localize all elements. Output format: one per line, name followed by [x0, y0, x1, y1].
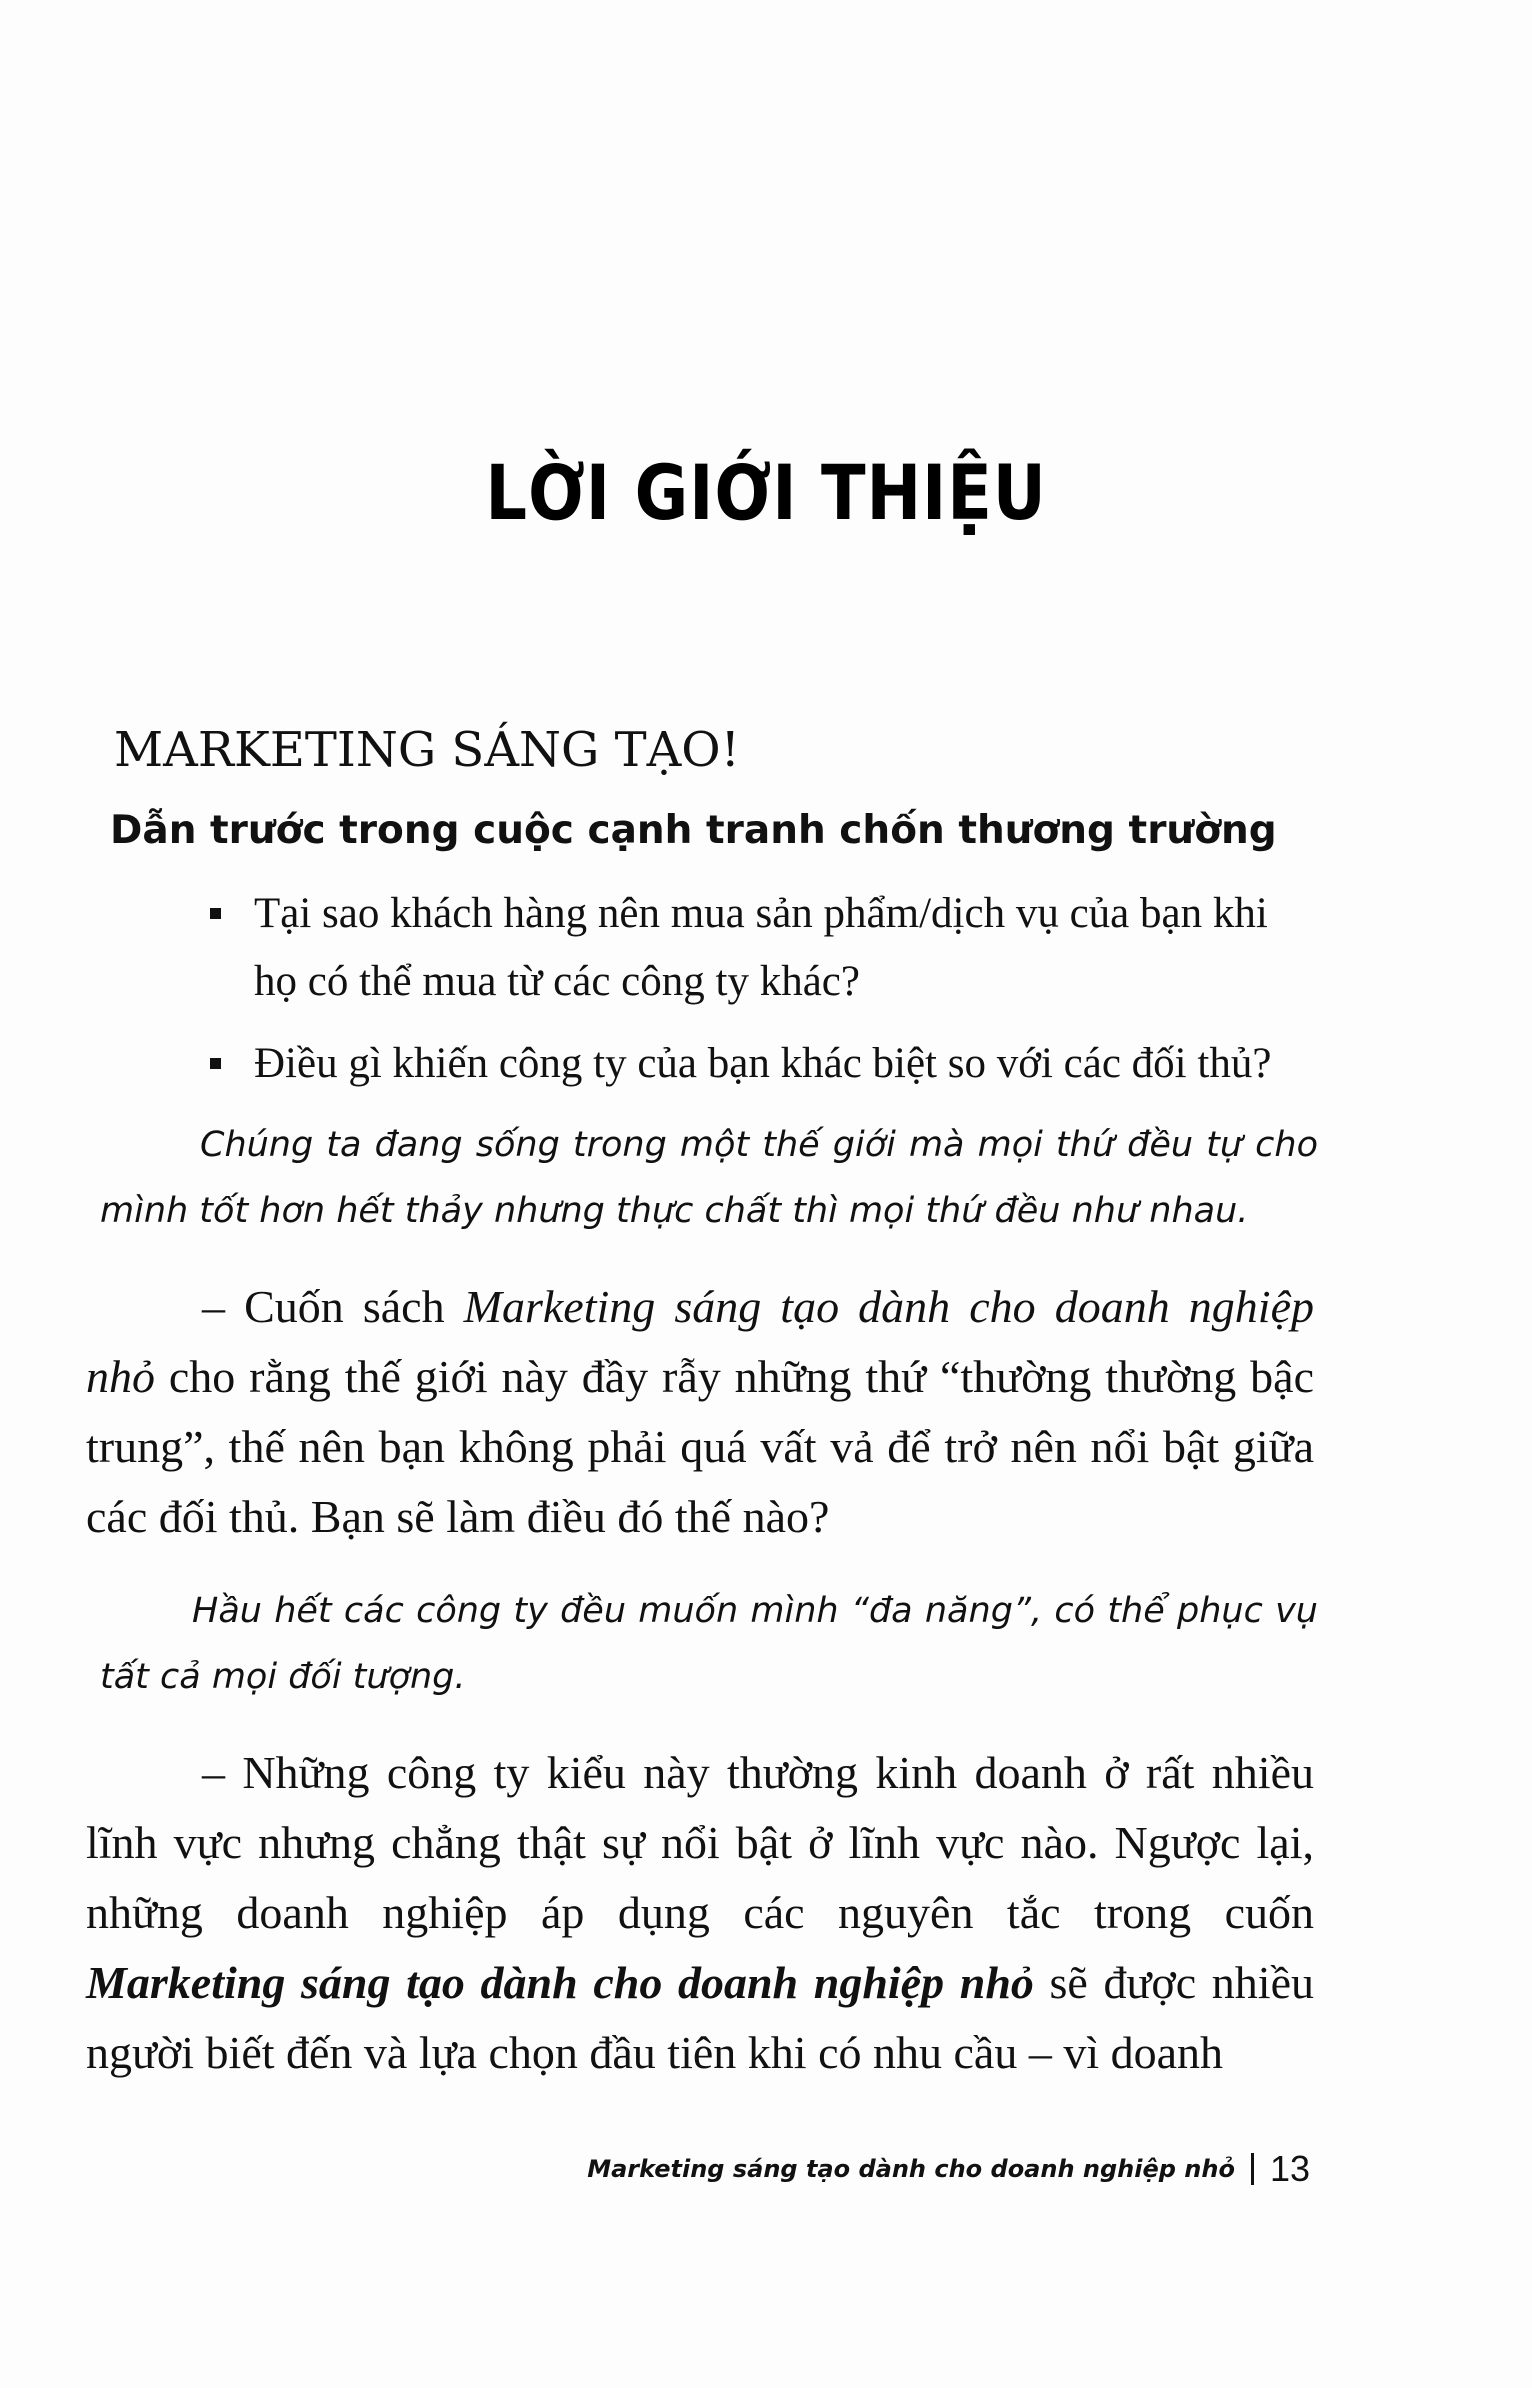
- body-paragraph-1: [86, 1272, 1314, 1552]
- section-subheading: Dẫn trước trong cuộc cạnh tranh chốn thương trường: [110, 808, 1277, 853]
- quote-paragraph-1: Chúng ta đang sống trong một thế giới mà mọi thứ đều tự cho mình tốt hơn hết thảy nhưng thực chất thì mọi thứ đều như nhau.: [100, 1125, 1318, 1231]
- list-item-text: Tại sao khách hàng nên mua sản phẩm/dịch vụ của bạn khi họ có thể mua từ các công ty khác?: [254, 890, 1268, 1005]
- paragraph-rest: cho rằng thế giới này đầy rẫy những thứ “thường thường bậc trung”, thế nên bạn không phải quá vất vả để trở nên nổi bật giữa các đối thủ. Bạn sẽ làm điều đó thế nào?: [86, 1351, 1314, 1542]
- bullet-icon: [210, 1058, 221, 1069]
- paragraph-rest: sẽ được nhiều người biết đến và lựa chọn đầu tiên khi có nhu cầu – vì doanh: [86, 1957, 1314, 2078]
- body-paragraph-2: [86, 1738, 1314, 2088]
- bullet-icon: [210, 908, 221, 919]
- paragraph-lead: – Những công ty kiểu này thường kinh doanh ở rất nhiều lĩnh vực nhưng chẳng thật sự nổi bật ở lĩnh vực nào. Ngược lại, những doanh nghiệp áp dụng các nguyên tắc trong cuốn: [86, 1747, 1314, 1938]
- footer-divider: [1251, 2153, 1254, 2185]
- list-item-text: Điều gì khiến công ty của bạn khác biệt so với các đối thủ?: [254, 1040, 1272, 1087]
- page-number: 13: [1269, 2148, 1310, 2189]
- chapter-title: LỜI GIỚI THIỆU: [485, 448, 1047, 537]
- quote-paragraph-2: Hầu hết các công ty đều muốn mình “đa năng”, có thể phục vụ tất cả mọi đối tượng.: [100, 1591, 1318, 1697]
- section-heading: MARKETING SÁNG TẠO!: [114, 722, 740, 778]
- question-list: [206, 880, 1316, 1112]
- running-footer-title: Marketing sáng tạo dành cho doanh nghiệp nhỏ: [587, 2155, 1235, 2183]
- list-item: [206, 880, 1316, 1016]
- page-footer: [587, 2148, 1310, 2190]
- list-item: [206, 1030, 1316, 1098]
- paragraph-lead: – Cuốn sách: [202, 1281, 464, 1332]
- book-title-inline: Marketing sáng tạo dành cho doanh nghiệp nhỏ: [86, 1957, 1034, 2008]
- book-title-inline: Marketing sáng tạo dành cho doanh nghiệp nhỏ: [86, 1281, 1314, 1402]
